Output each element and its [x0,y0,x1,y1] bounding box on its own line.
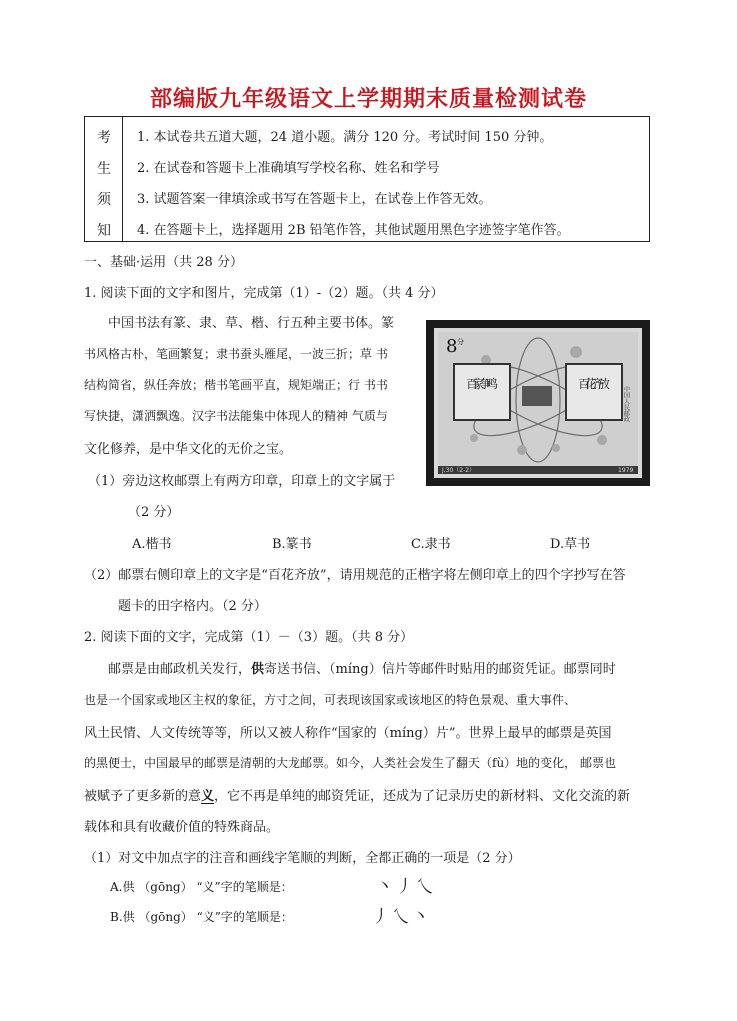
section-heading: 一、基础·运用（共 28 分） [84,255,243,270]
notice-side-char: 考 [97,130,111,146]
postage-stamp-image [426,320,650,486]
notice-side-char: 须 [97,192,111,208]
question-2-prompt: 2. 阅读下面的文字，完成第（1）－（3）题。（共 8 分） [84,630,414,645]
page-title: 部编版九年级语文上学期期末质量检测试卷 [149,87,587,112]
notice-side-label [85,117,123,241]
passage-line: 风土民情、人文传统等等，所以又被人称作“国家的（míng）片”。世界上最早的邮票是英国 [84,726,612,741]
question-2-sub1: （1）对文中加点字的注音和画线字笔顺的判断，全都正确的一项是（2 分） [84,851,521,866]
notice-item: 4. 在答题卡上，选择题用 2B 铅笔作答，其他试题用黑色字迹签字笔作答。 [137,223,570,238]
notice-side-char: 知 [97,223,111,239]
option-c: C.隶书 [411,537,451,552]
option-b: B.供 （gōng） “义”字的笔顺是： [110,910,293,924]
option-d: D.草书 [550,537,591,552]
question-1-sub1: （1）旁边这枚邮票上有两方印章，印章上的文字属于 [88,474,396,489]
dotted-char: 供 [251,662,265,677]
passage-line: 结构简省，纵任奔放；楷书笔画平直，规矩端正；行 书书 [84,378,388,392]
passage-text: 邮票是由邮政机关发行， [108,662,252,677]
notice-item: 1. 本试卷共五道大题，24 道小题。满分 120 分。考试时间 150 分钟。 [137,130,553,145]
notice-item: 3. 试题答案一律填涂或书写在答题卡上，在试卷上作答无效。 [137,192,492,207]
question-1-sub2: （2）邮票右侧印章上的文字是“百花齐放”，请用规范的正楷字将左侧印章上的四个字抄写在答 [84,568,626,583]
passage-line: 写快捷，潇洒飘逸。汉字书法能集中体现人的精神 气质与 [84,409,388,423]
stamp-unit: 分 [457,338,464,346]
question-1-prompt: 1. 阅读下面的文字和图片，完成第（1）-（2）题。（共 4 分） [84,286,444,301]
passage-line: 的黑便士，中国最早的邮票是清朝的大龙邮票。如今，人类社会发生了翻天（fù）地的变化， 邮票也 [84,756,616,770]
passage-text: ，它不再是单纯的邮资凭证，还成为了记录历史的新材料、文化交流的新 [214,789,631,804]
passage-line: 书风格古朴，笔画繁复；隶书蚕头雁尾，一波三折；草 书 [84,347,388,361]
stamp-country: 中国人民邮政 [622,386,630,422]
passage-text: 寄送书信、（míng）信片等邮件时贴用的邮资凭证。邮票同时 [264,662,616,677]
stamp-seal-right-text: 百花齐放 [578,377,610,391]
option-a: A.楷书 [132,537,172,552]
stamp-denomination: 8 [446,336,458,357]
passage-line: 文化修养，是中华文化的无价之宝。 [84,442,293,457]
option-a: A.供 （gōng） “义”字的笔顺是： [110,880,293,894]
passage-line: 载体和具有收藏价值的特殊商品。 [84,820,280,835]
question-1-sub2-cont: 题卡的田字格内。（2 分） [118,599,267,614]
passage-line [84,785,630,804]
underlined-char: 义 [201,789,215,804]
stamp-seal-left-text: 百家争鸣 [466,377,498,391]
passage-line: 中国书法有篆、隶、草、楷、行五种主要书体。篆 [108,316,395,331]
exam-notice-box [84,116,650,242]
question-1-sub1-score: （2 分） [128,505,180,520]
stamp-code: J.30（2-2） [442,467,476,474]
option-b: B.篆书 [272,537,312,552]
passage-line: 也是一个国家或地区主权的象征，方寸之间，可表现该国家或该地区的特色景观、重大事件、 [84,693,577,707]
stamp-year: 1979 [618,467,634,474]
stroke-order-image: 丶丿乀 [376,877,436,897]
stroke-order-image: 丿乀丶 [372,907,432,927]
passage-line [108,658,616,677]
notice-item: 2. 在试卷和答题卡上准确填写学校名称、姓名和学号 [137,161,440,176]
passage-text: 被赋予了更多新的意 [84,789,202,804]
notice-side-char: 生 [97,161,111,177]
